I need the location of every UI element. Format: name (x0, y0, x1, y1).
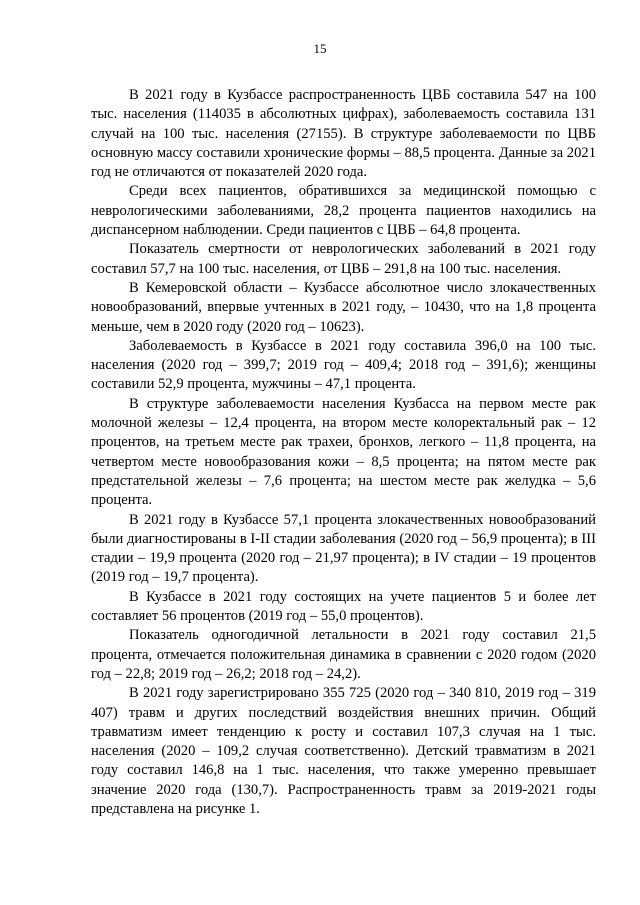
paragraph-injuries: В 2021 году зарегистрировано 355 725 (2020 год – 340 810, 2019 год – 319 407) травм и других последствий воздействия внешних причин. Общий травматизм имеет тенденцию к росту и составил 107,3 случая на 1 тыс. населения (2020 – 109,2 случая соответственно). Детский травматизм в 2021 году составил 146,8 на 1 тыс. населения, что также умеренно превышает значение 2020 года (130,7). Распространенность травм за 2019-2021 годы представлена на рисунке 1. (91, 685, 596, 817)
paragraph-oncology-stages: В 2021 году в Кузбассе 57,1 процента злокачественных новообразований были диагностированы в I-II стадии заболевания (2020 год – 56,9 процента); в III стадии – 19,9 процента (2020 год – 21,97 процента); в IV стадии – 19 процентов (2019 год – 19,7 процента). (91, 511, 596, 586)
paragraph-oncology-lethality: Показатель одногодичной летальности в 2021 году составил 21,5 процента, отмечается положительная динамика в сравнении с 2020 годом (2020 год – 22,8; 2019 год – 26,2; 2018 год – 24,2). (91, 627, 596, 682)
page-number: 15 (313, 41, 327, 56)
paragraph-oncology-count: В Кемеровской области – Кузбассе абсолютное число злокачественных новообразований, впервые учтенных в 2021 году, – 10430, что на 1,8 процента меньше, чем в 2020 году (2020 год – 10623). (91, 279, 596, 335)
body-text (91, 86, 596, 819)
paragraph-neurology-dispensary: Среди всех пациентов, обратившихся за медицинской помощью с неврологическими заболеваниями, 28,2 процента пациентов находились на диспансерном наблюдении. Среди пациентов с ЦВБ – 64,8 процента. (91, 183, 596, 239)
paragraph-cvb-prevalence: В 2021 году в Кузбассе распространенность ЦВБ составила 547 на 100 тыс. населения (114035 в абсолютных цифрах), заболеваемость составила 131 случай на 100 тыс. населения (27155). В структуре заболеваемости по ЦВБ основную массу составили хронические формы – 88,5 процента. Данные за 2021 год не отличаются от показателей 2020 года. (91, 87, 596, 181)
paragraph-oncology-structure: В структуре заболеваемости населения Кузбасса на первом месте рак молочной железы – 12,4 процента, на втором месте колоректальный рак – 12 процентов, на третьем месте рак трахеи, бронхов, легкого – 11,8 процента, на четвертом месте новообразования кожи – 8,5 процента; на пятом месте рак предстательной железы – 7,6 процента; на шестом месте рак желудка – 5,6 процента. (91, 395, 596, 509)
paragraph-neurology-mortality: Показатель смертности от неврологических заболеваний в 2021 году составил 57,7 на 100 тыс. населения, от ЦВБ – 291,8 на 100 тыс. населения. (91, 241, 596, 277)
paragraph-oncology-registered: В Кузбассе в 2021 году состоящих на учете пациентов 5 и более лет составляет 56 процентов (2019 год – 55,0 процентов). (91, 588, 596, 625)
paragraph-oncology-incidence: Заболеваемость в Кузбассе в 2021 году составила 396,0 на 100 тыс. населения (2020 год – 399,7; 2019 год – 409,4; 2018 год – 391,6); женщины составили 52,9 процента, мужчины – 47,1 процента. (91, 337, 596, 393)
